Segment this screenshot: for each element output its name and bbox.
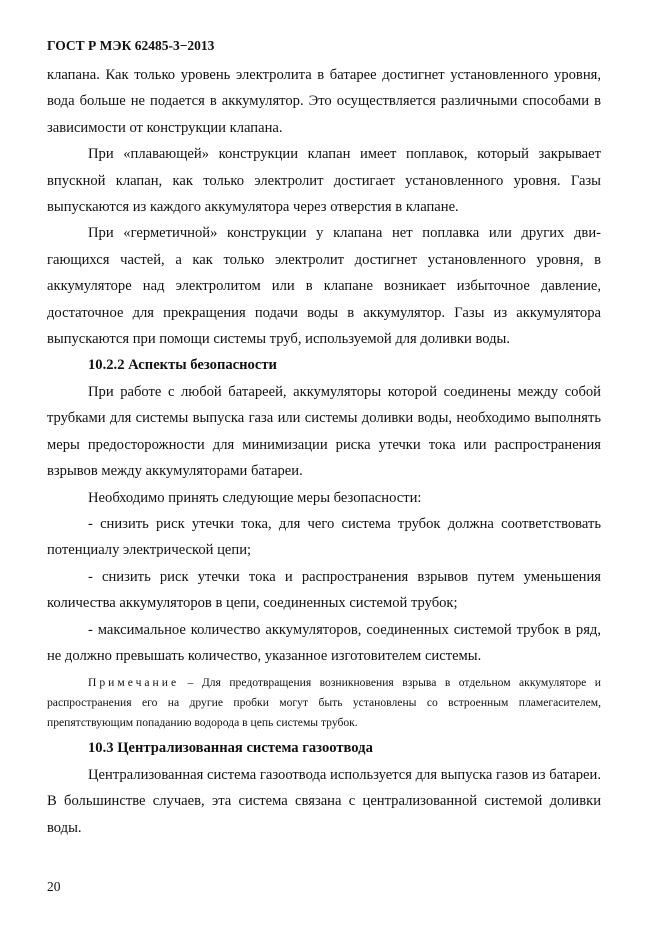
paragraph-floating-design: При «плавающей» конструкции клапан имеет поплавок, который закрывает впускной клапан, как только электролит достигает установленного уровня. Газы выпускаются из каждого аккумулятора через отверстия в клапане. <box>47 146 601 216</box>
document-body <box>47 62 601 841</box>
list-item-measure-1: - снизить риск утечки тока, для чего система трубок должна соответствовать потенциалу электрической цепи; <box>47 515 601 559</box>
note-label: Примечание <box>88 676 180 690</box>
paragraph-central-venting: Централизованная система газоотвода используется для выпуска газов из батареи. В большинстве случаев, эта система связана с централизованной системой доливки воды. <box>47 766 601 836</box>
paragraph-measures-lead: Необходимо принять следующие меры безопасности: <box>88 489 422 506</box>
list-item-measure-3: - максимальное количество аккумуляторов, соединенных системой трубок в ряд, не должно превышать количество, указанное изготовителем системы. <box>47 621 601 664</box>
section-heading-central-venting: 10.3 Централизованная система газоотвода <box>88 740 373 757</box>
paragraph-safety-intro: При работе с любой батареей, аккумуляторы которой соединены между собой трубками для системы выпуска газа или системы доливки воды, необходимо выполнять меры предосторожности для минимизации риска утечки тока или распространения взрывов между аккумуляторами батареи. <box>47 383 601 480</box>
document-header: ГОСТ Р МЭК 62485-3−2013 <box>47 38 215 53</box>
paragraph-valve-continuation: клапана. Как только уровень электролита в батарее достигнет установленного уровня, вода больше не подается в аккумулятор. Это осуществляется различными способами в зависимости от конструкции клапана. <box>47 67 601 136</box>
page-number: 20 <box>47 879 61 894</box>
note <box>47 673 601 733</box>
section-heading-safety: 10.2.2 Аспекты безопасности <box>88 357 277 374</box>
list-item-measure-2: - снизить риск утечки тока и распространения взрывов путем уменьшения количества аккумуляторов в цепи, соединенных системой трубок; <box>47 568 601 612</box>
paragraph-sealed-design: При «герметичной» конструкции у клапана нет поплавка или других двигающихся частей, а как только электролит достигнет установленного уровня, в аккумуляторе над электролитом или в клапане возникает избыточное давление, достаточное для прекращения подачи воды в аккумулятор. Газы из аккумулятора выпускаются при помощи системы труб, используемой для доливки воды. <box>47 225 601 348</box>
note-text: – Для предотвращения возникновения взрыва в отдельном аккумуляторе и распространения его на другие пробки могут быть установлены со встроенным пламегасителем, препятствующим попаданию водорода в цепь системы трубок. <box>47 676 601 730</box>
